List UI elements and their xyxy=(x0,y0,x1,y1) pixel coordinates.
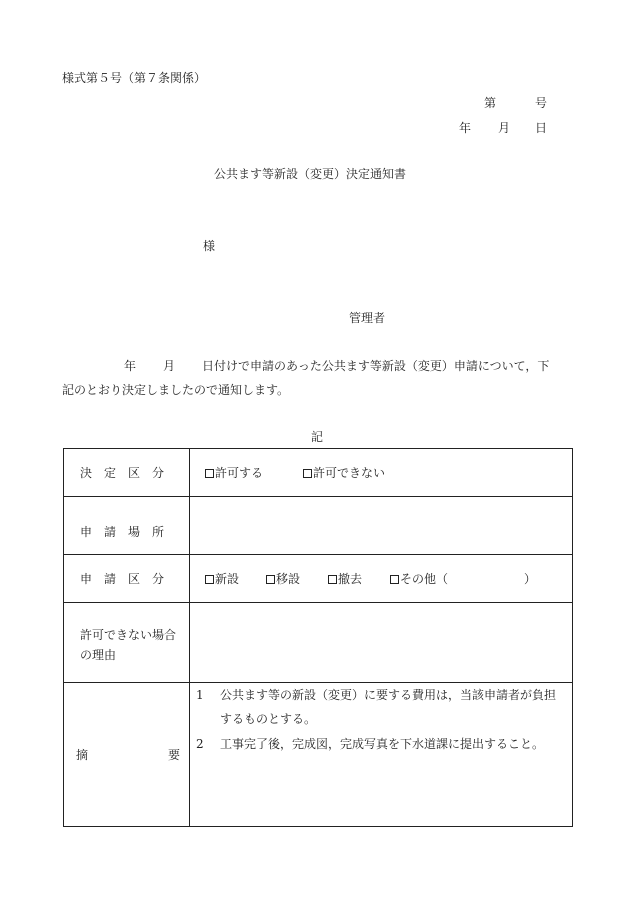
checkbox-icon[interactable] xyxy=(205,469,214,478)
doc-number-go: 号 xyxy=(535,96,548,110)
body-year: 年 xyxy=(124,359,137,373)
checkbox-icon[interactable] xyxy=(205,575,214,584)
option-remove[interactable]: 撤去 xyxy=(328,573,362,585)
addressee-suffix: 様 xyxy=(203,239,216,253)
note-1-line1: 公共ます等の新設（変更）に要する費用は，当該申請者が負担 xyxy=(220,688,557,702)
option-not-permit[interactable]: 許可できない xyxy=(303,467,385,479)
remarks-label-right: 要 xyxy=(168,748,181,762)
note-1-line2: するものとする。 xyxy=(220,712,317,726)
checkbox-icon[interactable] xyxy=(328,575,337,584)
body-month: 月 xyxy=(163,359,176,373)
option-new[interactable]: 新設 xyxy=(205,573,239,585)
ki-heading: 記 xyxy=(311,430,324,444)
checkbox-icon[interactable] xyxy=(266,575,275,584)
location-label: 申 請 場 所 xyxy=(80,525,165,539)
date-day: 日 xyxy=(535,121,548,135)
doc-number-dai: 第 xyxy=(484,96,497,110)
decision-label: 決 定 区 分 xyxy=(80,466,165,480)
option-other[interactable]: その他（ xyxy=(390,573,448,585)
document-title: 公共ます等新設（変更）決定通知書 xyxy=(214,167,407,181)
body-line1: 日付けで申請のあった公共ます等新設（変更）申請について，下 xyxy=(202,359,550,373)
option-relocate[interactable]: 移設 xyxy=(266,573,300,585)
reason-label-line2: の理由 xyxy=(80,648,117,662)
reason-label-line1: 許可できない場合 xyxy=(80,628,177,642)
row-location xyxy=(64,497,572,555)
issuer: 管理者 xyxy=(349,311,386,325)
form-number: 様式第５号（第７条関係） xyxy=(62,71,207,85)
note-2-number: 2 xyxy=(196,737,204,751)
row-reason xyxy=(64,603,572,683)
row-decision xyxy=(64,449,572,497)
note-2-line1: 工事完了後，完成図，完成写真を下水道課に提出すること。 xyxy=(220,737,545,751)
category-label: 申 請 区 分 xyxy=(80,572,165,586)
decision-table xyxy=(63,448,573,827)
row-category xyxy=(64,555,572,603)
checkbox-icon[interactable] xyxy=(303,469,312,478)
remarks-notes xyxy=(190,683,572,826)
body-line2: 記のとおり決定しましたので通知します。 xyxy=(62,383,290,397)
checkbox-icon[interactable] xyxy=(390,575,399,584)
date-month: 月 xyxy=(498,121,511,135)
row-remarks xyxy=(64,683,572,826)
remarks-label-left: 摘 xyxy=(76,748,89,762)
date-year: 年 xyxy=(459,121,472,135)
note-1-number: 1 xyxy=(196,688,204,702)
option-permit[interactable]: 許可する xyxy=(205,467,263,479)
other-close-paren: ） xyxy=(524,572,537,586)
